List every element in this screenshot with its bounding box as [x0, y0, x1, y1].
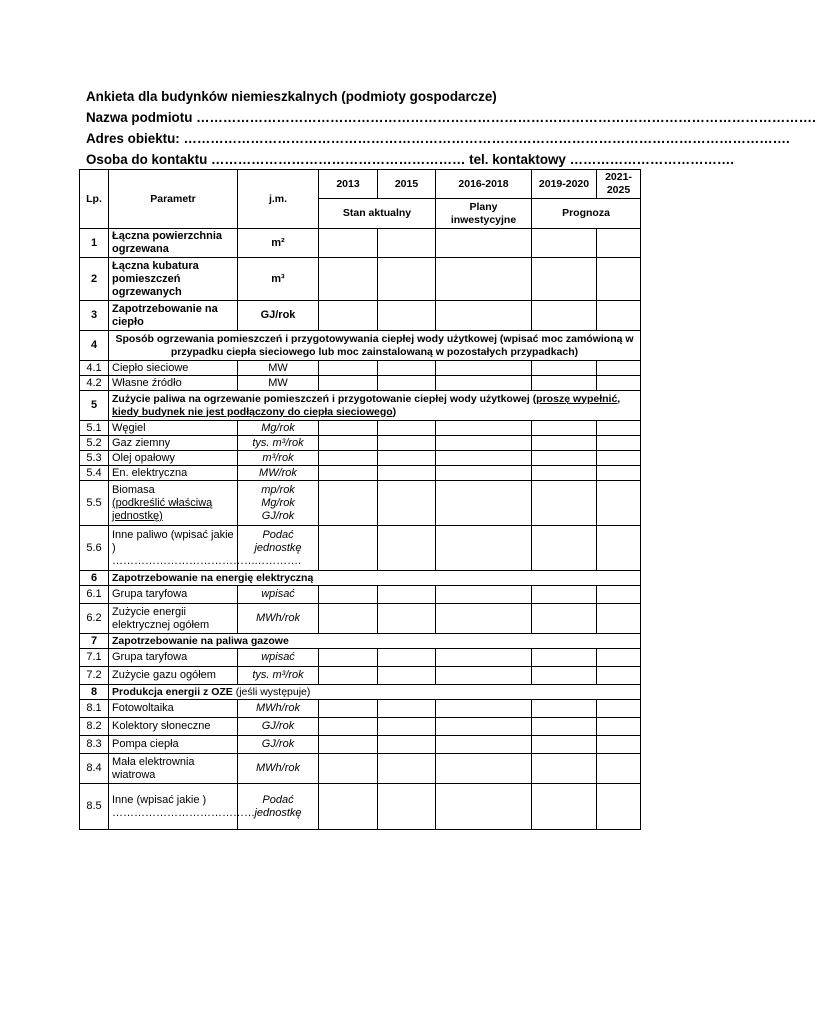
- table-row: 5.2 Gaz ziemny tys. m³/rok: [80, 436, 641, 451]
- table-row: 5.3 Olej opałowy m³/rok: [80, 451, 641, 466]
- table-row: 8.4 Mała elektrownia wiatrowa MWh/rok: [80, 754, 641, 784]
- table-row: 2 Łączna kubatura pomieszczeń ogrzewanych m³: [80, 258, 641, 301]
- table-row: 8.2 Kolektory słoneczne GJ/rok: [80, 718, 641, 736]
- year-2013: 2013: [319, 170, 378, 199]
- year-2015: 2015: [378, 170, 436, 199]
- table-row: 4.1 Ciepło sieciowe MW: [80, 361, 641, 376]
- section-row-8: 8 Produkcja energii z OZE (jeśli występuje): [80, 685, 641, 700]
- table-row: 8.3 Pompa ciepła GJ/rok: [80, 736, 641, 754]
- table-row: 6.2 Zużycie energii elektrycznej ogółem MWh/rok: [80, 604, 641, 634]
- table-row: 7.1 Grupa taryfowa wpisać: [80, 649, 641, 667]
- group-plans: Plany inwestycyjne: [436, 199, 532, 229]
- year-2021-2025: 2021-2025: [597, 170, 641, 199]
- form-header: [86, 86, 816, 170]
- year-2016-2018: 2016-2018: [436, 170, 532, 199]
- col-lp: Lp.: [80, 170, 109, 229]
- section-row-4: 4 Sposób ogrzewania pomieszczeń i przygotowywania ciepłej wody użytkowej (wpisać moc zamówioną w przypadku ciepła sieciowego lub moc zainstalowaną w pozostałych przypadkach): [80, 331, 641, 361]
- form-title: Ankieta dla budynków niemieszkalnych (podmioty gospodarcze): [86, 89, 497, 104]
- section-row-5: 5 Zużycie paliwa na ogrzewanie pomieszczeń i przygotowanie ciepłej wody użytkowej (proszę wypełnić, kiedy budynek nie jest podłączony do ciepła sieciowego): [80, 391, 641, 421]
- table-row: 8.5 Inne (wpisać jakie ) ………………………………… Podać jednostkę: [80, 784, 641, 830]
- object-address-field[interactable]: Adres obiektu: ……………………………………………………………………………………………………………………….: [86, 131, 790, 146]
- table-row: 4.2 Własne źródło MW: [80, 376, 641, 391]
- table-row: 6.1 Grupa taryfowa wpisać: [80, 586, 641, 604]
- group-forecast: Prognoza: [532, 199, 641, 229]
- table-row: 5.5 Biomasa (podkreślić właściwą jednostkę) mp/rok Mg/rok GJ/rok: [80, 481, 641, 526]
- header-row-years: [80, 170, 641, 199]
- group-actual: Stan aktualny: [319, 199, 436, 229]
- survey-table: [79, 169, 641, 830]
- company-name-field[interactable]: Nazwa podmiotu ………………………………………………………………………………………………………………………….: [86, 110, 816, 125]
- table-row: 8.1 Fotowoltaika MWh/rok: [80, 700, 641, 718]
- table-row: 1 Łączna powierzchnia ogrzewana m²: [80, 229, 641, 258]
- col-param: Parametr: [109, 170, 238, 229]
- table-row: 5.1 Węgiel Mg/rok: [80, 421, 641, 436]
- table-row: 7.2 Zużycie gazu ogółem tys. m³/rok: [80, 667, 641, 685]
- table-row: 5.6 Inne paliwo (wpisać jakie ) ………………………………… Podać jednostkę ………….: [80, 526, 641, 571]
- table-row: 3 Zapotrzebowanie na ciepło GJ/rok: [80, 301, 641, 331]
- col-unit: j.m.: [238, 170, 319, 229]
- year-2019-2020: 2019-2020: [532, 170, 597, 199]
- section-row-7: 7 Zapotrzebowanie na paliwa gazowe: [80, 634, 641, 649]
- contact-person-field[interactable]: Osoba do kontaktu ………………………………………………… tel. kontaktowy ……………………………….: [86, 152, 734, 167]
- section-row-6: 6 Zapotrzebowanie na energię elektryczną: [80, 571, 641, 586]
- table-row: 5.4 En. elektryczna MW/rok: [80, 466, 641, 481]
